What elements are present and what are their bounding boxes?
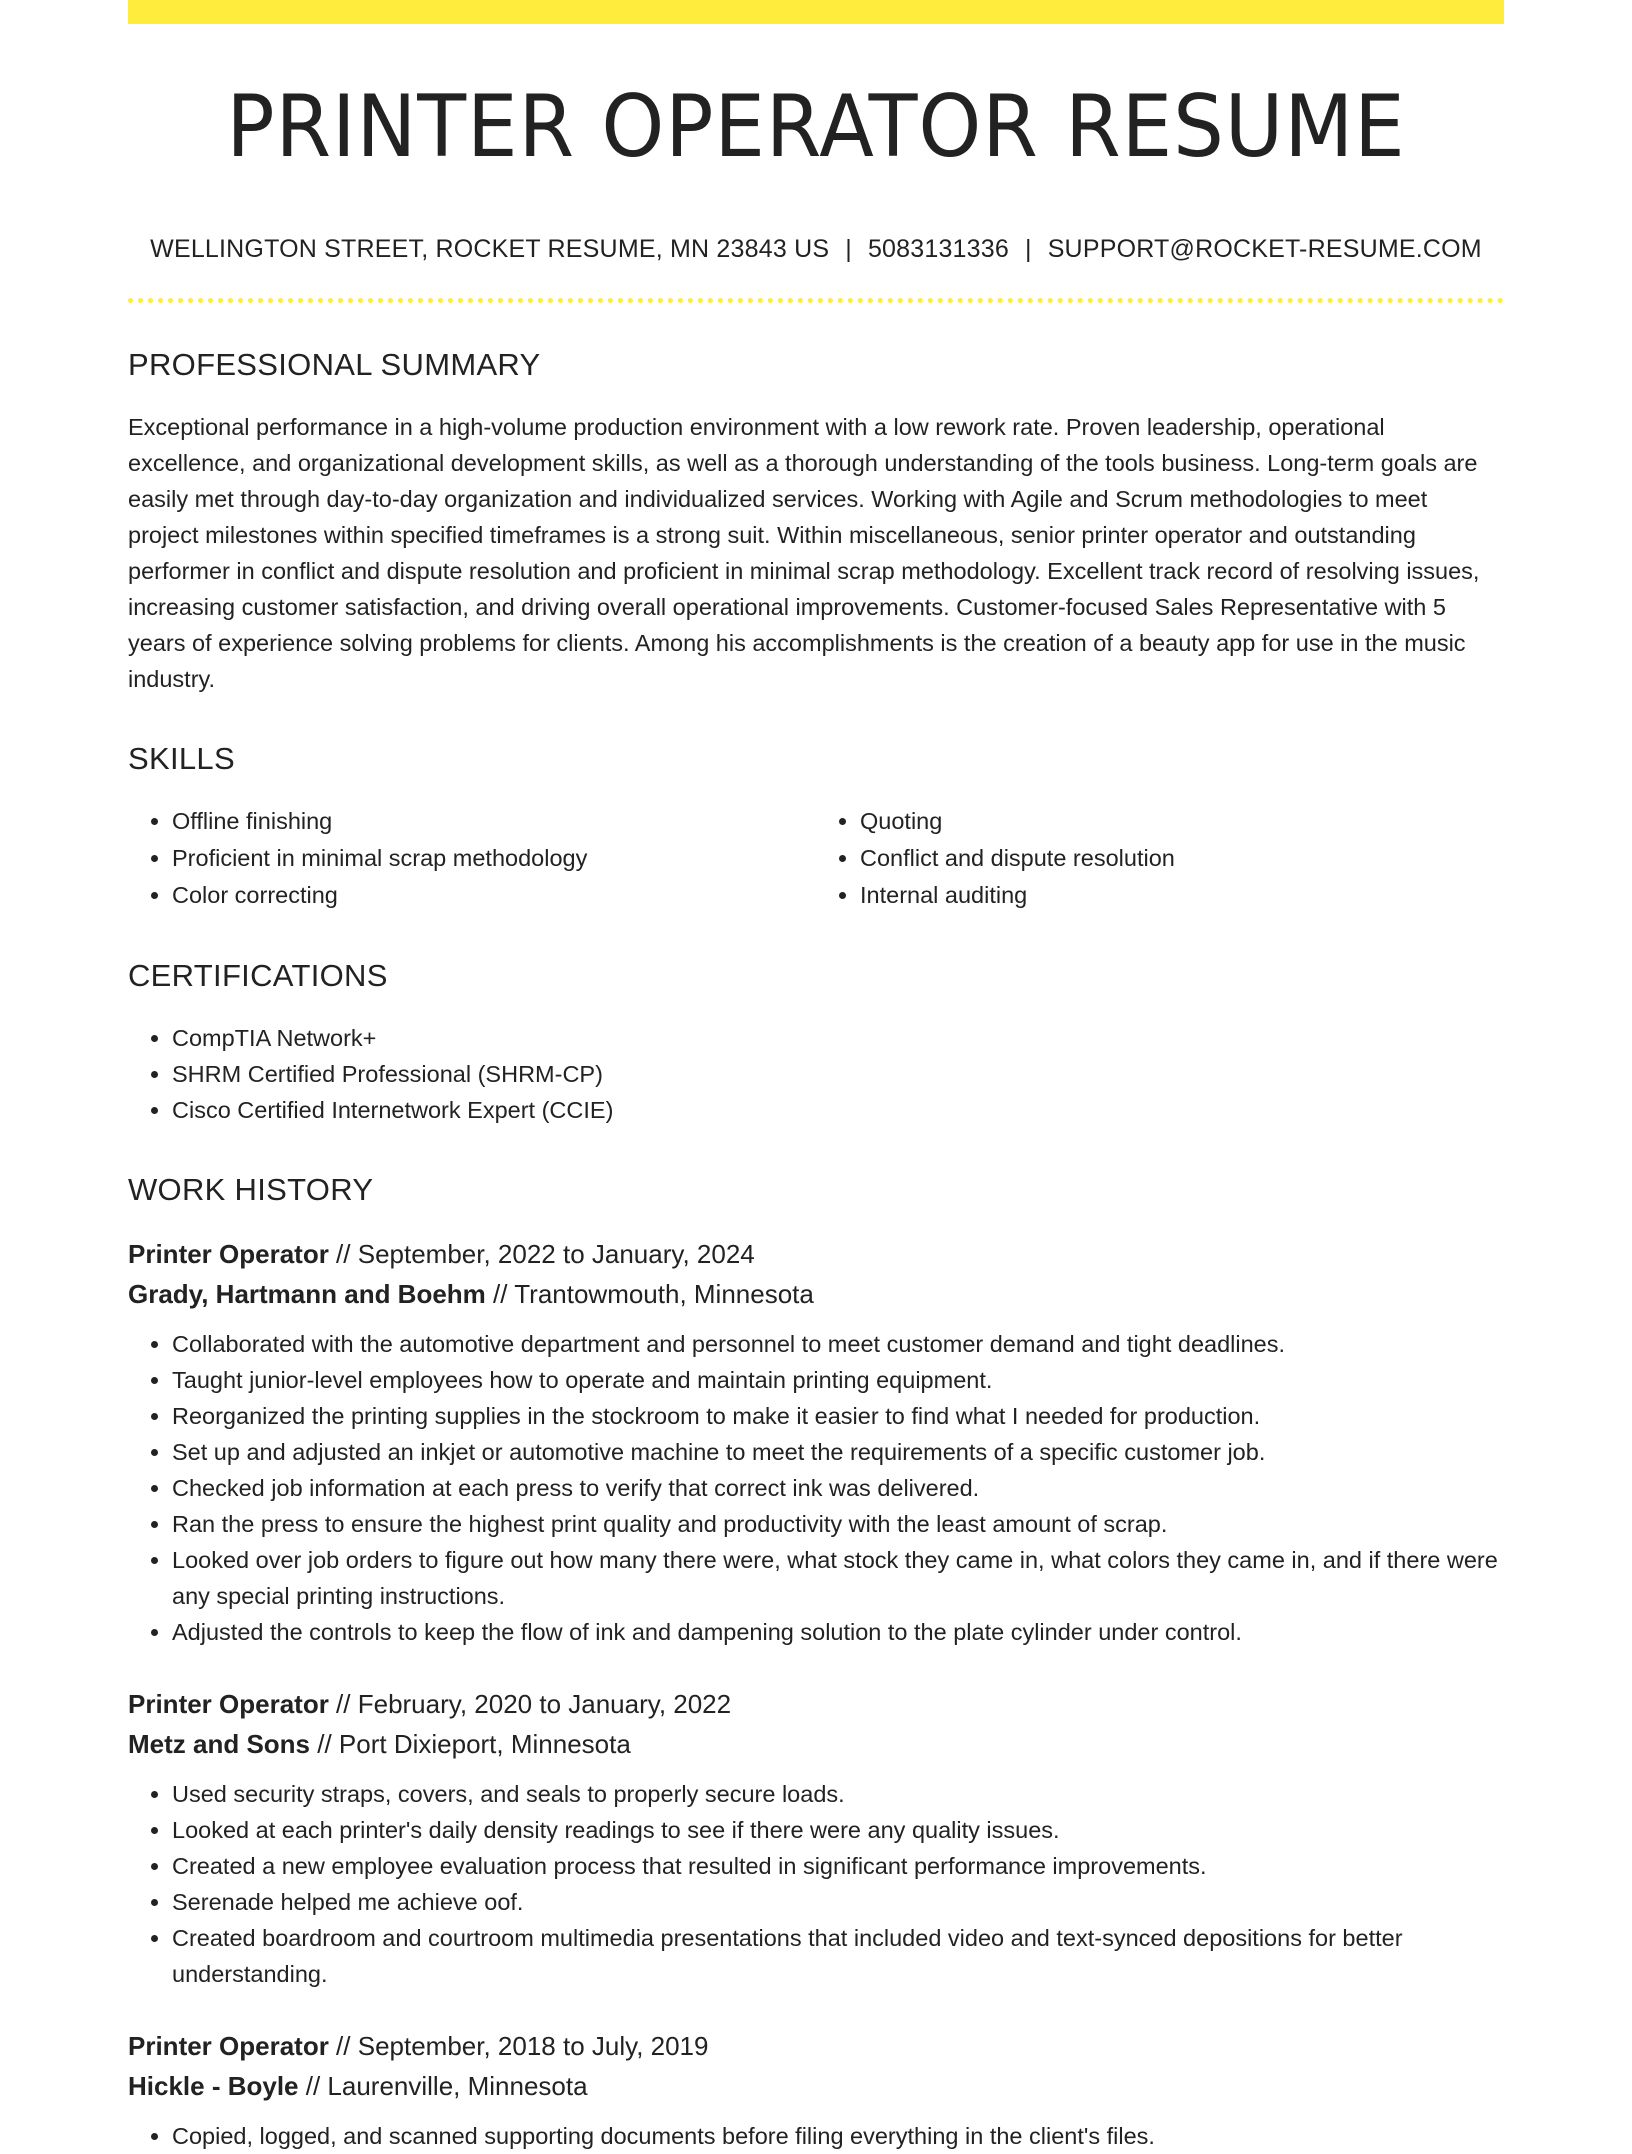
job-company-line: [128, 2066, 1504, 2106]
summary-text: Exceptional performance in a high-volume production environment with a low rework rate. Proven leadership, operational excellence, and organizational development skills, as well as a thorough understanding of the tools business. Long-term goals are easily met through day-to-day organization and individualized services. Working with Agile and Scrum methodologies to meet project milestones within specified timeframes is a strong suit. Within miscellaneous, senior printer operator and outstanding performer in conflict and dispute resolution and proficient in minimal scrap methodology. Excellent track record of resolving issues, increasing customer satisfaction, and driving overall operational improvements. Customer-focused Sales Representative with 5 years of experience solving problems for clients. Among his accomplishments is the creation of a beauty app for use in the music industry.: [128, 413, 1480, 692]
job-bullet: • Created boardroom and courtroom multimedia presentations that included video and text-synced depositions for better understanding.: [172, 1920, 1504, 1992]
job-bullet: • Taught junior-level employees how to operate and maintain printing equipment.: [172, 1362, 1504, 1398]
certifications-heading: CERTIFICATIONS: [128, 957, 388, 993]
page-title: PRINTER OPERATOR RESUME: [226, 77, 1406, 177]
job-bullets: [128, 2118, 1504, 2154]
job-role: Printer Operator: [128, 1238, 329, 1269]
contact-separator: |: [845, 234, 852, 263]
resume-page: [128, 0, 1504, 2154]
certification-item: • SHRM Certified Professional (SHRM-CP): [172, 1056, 1504, 1092]
job-bullet: • Reorganized the printing supplies in the stockroom to make it easier to find what I needed for production.: [172, 1398, 1504, 1434]
job-dates: // February, 2020 to January, 2022: [328, 1688, 732, 1719]
job-bullet: • Created a new employee evaluation process that resulted in significant performance improvements.: [172, 1848, 1504, 1884]
job-title-line: [128, 1684, 1504, 1724]
job-company-line: [128, 1724, 1504, 1764]
job-location: // Port Dixieport, Minnesota: [310, 1728, 631, 1759]
contact-address: WELLINGTON STREET, ROCKET RESUME, MN 23843 US: [150, 234, 830, 263]
skills-list: [128, 803, 1504, 914]
job-title-line: [128, 1234, 1504, 1274]
summary-heading: PROFESSIONAL SUMMARY: [128, 346, 541, 382]
job-entry: [128, 1234, 1504, 1650]
skill-item: • Conflict and dispute resolution: [860, 840, 1504, 877]
contact-separator: |: [1024, 234, 1032, 263]
job-role: Printer Operator: [128, 2030, 329, 2061]
certifications-list: [128, 1020, 1504, 1128]
job-company-line: [128, 1274, 1504, 1314]
job-bullet: • Set up and adjusted an inkjet or automotive machine to meet the requirements of a specific customer job.: [172, 1434, 1504, 1470]
job-bullet: • Looked over job orders to figure out how many there were, what stock they came in, what colors they came in, and if there were any special printing instructions.: [172, 1542, 1504, 1614]
job-entry: [128, 1684, 1504, 1992]
job-bullet: • Collaborated with the automotive department and personnel to meet customer demand and tight deadlines.: [172, 1326, 1504, 1362]
job-location: // Laurenville, Minnesota: [298, 2070, 588, 2101]
job-bullet: • Looked at each printer's daily density readings to see if there were any quality issues.: [172, 1812, 1504, 1848]
skill-item: • Quoting: [860, 803, 1504, 840]
contact-email: SUPPORT@ROCKET-RESUME.COM: [1047, 234, 1482, 263]
contact-line: [128, 235, 1504, 264]
job-bullet: • Ran the press to ensure the highest print quality and productivity with the least amount of scrap.: [172, 1506, 1504, 1542]
accent-bar: [128, 0, 1504, 24]
contact-phone: 5083131336: [867, 234, 1009, 263]
dotted-divider: [128, 298, 1504, 303]
job-location: // Trantowmouth, Minnesota: [485, 1278, 814, 1309]
certification-item: • Cisco Certified Internetwork Expert (CCIE): [172, 1092, 1504, 1128]
job-title-line: [128, 2026, 1504, 2066]
job-bullet: • Checked job information at each press to verify that correct ink was delivered.: [172, 1470, 1504, 1506]
skill-item: • Color correcting: [172, 877, 816, 914]
job-dates: // September, 2018 to July, 2019: [328, 2030, 709, 2061]
job-bullet: • Serenade helped me achieve oof.: [172, 1884, 1504, 1920]
job-bullet: • Adjusted the controls to keep the flow of ink and dampening solution to the plate cylinder under control.: [172, 1614, 1504, 1650]
skill-item: • Offline finishing: [172, 803, 816, 840]
job-dates: // September, 2022 to January, 2024: [328, 1238, 755, 1269]
skill-item: • Proficient in minimal scrap methodology: [172, 840, 816, 877]
job-company: Grady, Hartmann and Boehm: [128, 1278, 486, 1309]
job-entry: [128, 2026, 1504, 2154]
skill-item: • Internal auditing: [860, 877, 1504, 914]
work-history-heading: WORK HISTORY: [128, 1171, 374, 1207]
skills-column-left: [128, 803, 816, 914]
skills-column-right: [816, 803, 1504, 914]
job-bullet: • Used security straps, covers, and seals to properly secure loads.: [172, 1776, 1504, 1812]
job-bullets: [128, 1326, 1504, 1650]
job-bullets: [128, 1776, 1504, 1992]
job-company: Hickle - Boyle: [128, 2070, 299, 2101]
certification-item: • CompTIA Network+: [172, 1020, 1504, 1056]
job-bullet: • Copied, logged, and scanned supporting documents before filing everything in the client's files.: [172, 2118, 1504, 2154]
job-role: Printer Operator: [128, 1688, 329, 1719]
job-company: Metz and Sons: [128, 1728, 311, 1759]
skills-heading: SKILLS: [128, 740, 235, 776]
